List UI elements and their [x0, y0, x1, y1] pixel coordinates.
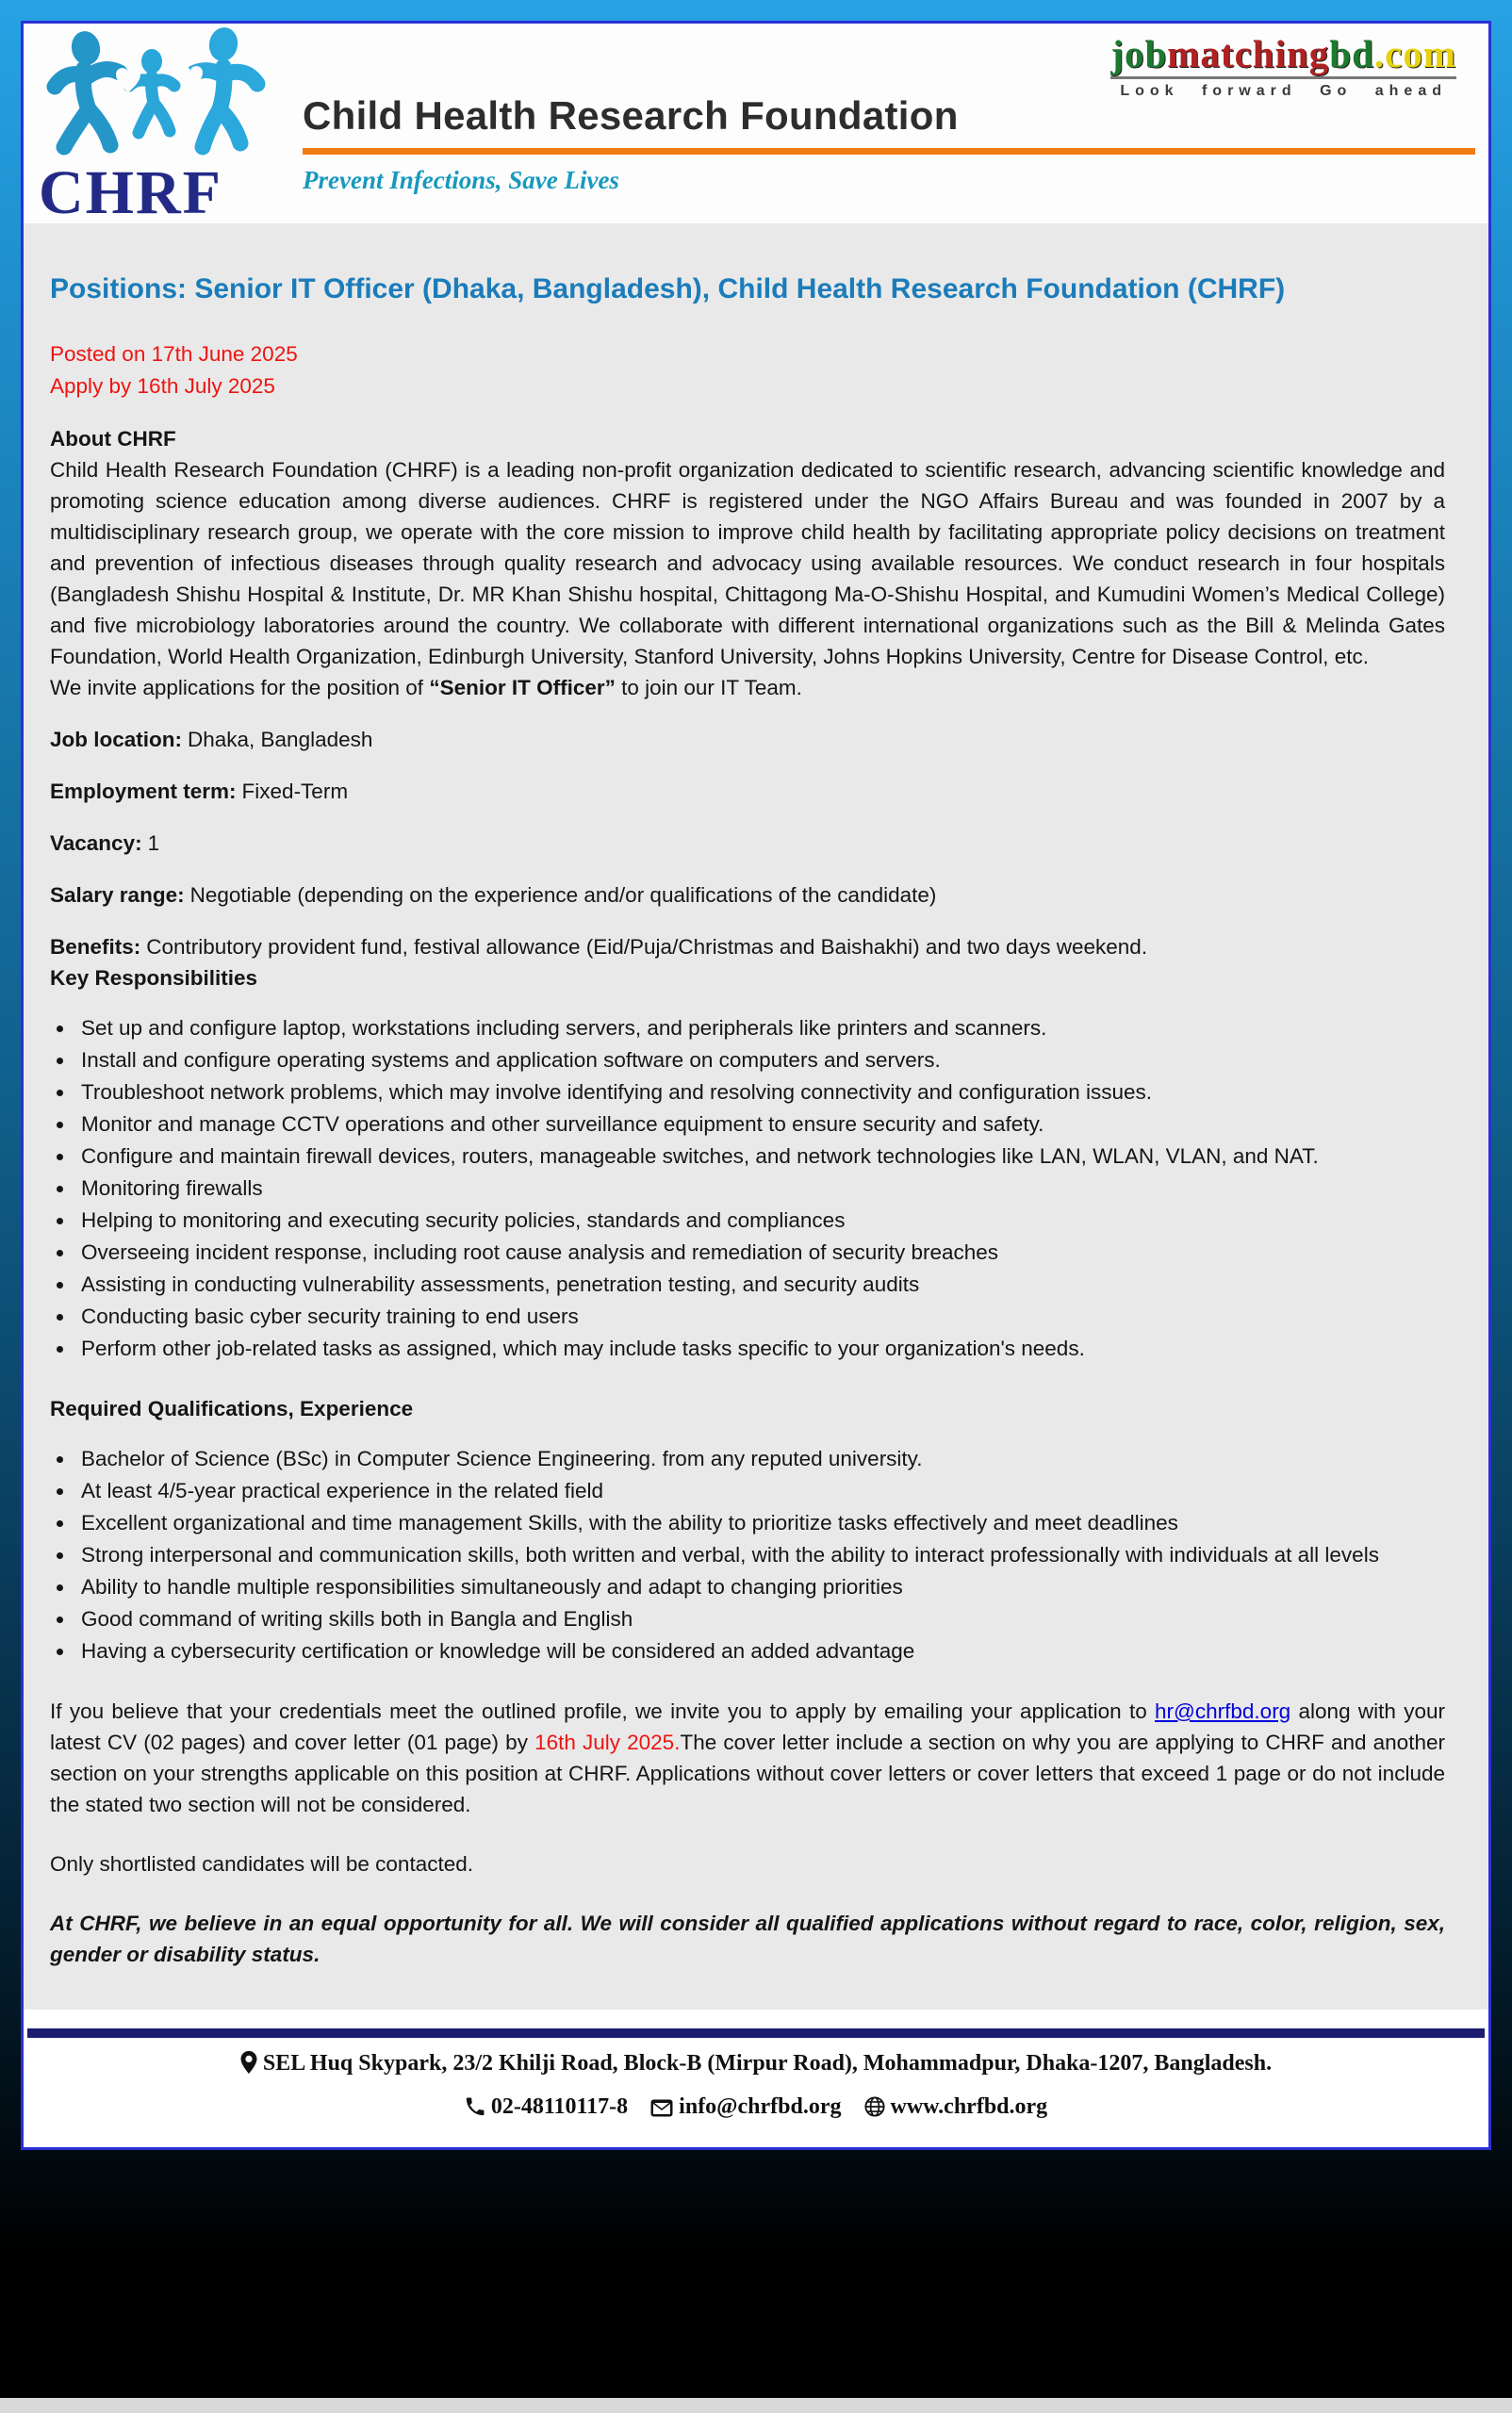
- detail-label: Salary range:: [50, 883, 185, 907]
- detail-label: Vacancy:: [50, 831, 142, 855]
- logo-part-com: .com: [1373, 32, 1456, 75]
- about-heading: About CHRF: [50, 427, 176, 451]
- qualification-item: • At least 4/5-year practical experience in the related field: [75, 1475, 1445, 1507]
- chrf-acronym: CHRF: [39, 158, 222, 223]
- job-details-list: [50, 724, 1445, 962]
- qualifications-list: [50, 1443, 1445, 1667]
- job-detail-line: [50, 776, 1445, 807]
- responsibility-item: • Conducting basic cyber security training to end users: [75, 1301, 1445, 1333]
- footer-website: www.chrfbd.org: [890, 2094, 1048, 2119]
- detail-label: Job location:: [50, 728, 182, 751]
- shortlist-note: Only shortlisted candidates will be contacted.: [50, 1852, 473, 1876]
- job-detail-line: [50, 879, 1445, 911]
- footer-contact-line: [24, 2093, 1488, 2125]
- responsibility-item: • Helping to monitoring and executing security policies, standards and compliances: [75, 1205, 1445, 1237]
- job-detail-line: [50, 724, 1445, 755]
- responsibility-item: • Monitor and manage CCTV operations and other surveillance equipment to ensure security and safety.: [75, 1108, 1445, 1141]
- chrf-brand-block: [35, 27, 297, 221]
- org-tagline: Prevent Infections, Save Lives: [303, 166, 619, 194]
- globe-icon: [864, 2096, 885, 2125]
- qualification-item: • Having a cybersecurity certification or knowledge will be considered an added advantage: [75, 1635, 1445, 1667]
- apply-paragraph: [50, 1696, 1445, 1820]
- logo-part-bd: bd: [1329, 32, 1374, 75]
- responsibilities-list: [50, 1012, 1445, 1365]
- posted-on-date: Posted on 17th June 2025: [50, 342, 298, 366]
- logo-part-job: job: [1110, 32, 1168, 75]
- apply-pre: If you believe that your credentials meet the outlined profile, we invite you to apply by emailing your application to: [50, 1699, 1156, 1723]
- detail-value: Fixed-Term: [241, 780, 349, 803]
- responsibility-item: • Perform other job-related tasks as assigned, which may include tasks specific to your organization's needs.: [75, 1333, 1445, 1365]
- responsibility-item: • Set up and configure laptop, workstations including servers, and peripherals like printers and scanners.: [75, 1012, 1445, 1044]
- responsibility-item: • Assisting in conducting vulnerability assessments, penetration testing, and security audits: [75, 1269, 1445, 1301]
- responsibility-item: • Overseeing incident response, including root cause analysis and remediation of security breaches: [75, 1237, 1445, 1269]
- chrf-people-logo: [35, 27, 278, 161]
- document-body: [24, 223, 1488, 2010]
- qualification-item: • Good command of writing skills both in Bangla and English: [75, 1603, 1445, 1635]
- detail-value: 1: [147, 831, 160, 855]
- qualification-item: • Ability to handle multiple responsibilities simultaneously and adapt to changing priorities: [75, 1571, 1445, 1603]
- responsibilities-heading: Key Responsibilities: [50, 966, 258, 990]
- phone-icon: [465, 2096, 485, 2125]
- responsibility-item: • Configure and maintain firewall devices, routers, manageable switches, and network technologies like LAN, WLAN, VLAN, and NAT.: [75, 1141, 1445, 1173]
- invite-post: to join our IT Team.: [615, 676, 802, 699]
- responsibility-item: • Monitoring firewalls: [75, 1173, 1445, 1205]
- location-pin-icon: [240, 2051, 257, 2081]
- footer-address-line: [24, 2049, 1488, 2081]
- jobmatchingbd-logo: [1110, 33, 1456, 100]
- responsibility-item: • Install and configure operating systems and application software on computers and servers.: [75, 1044, 1445, 1076]
- job-posting-document: [21, 21, 1491, 2150]
- qualification-item: • Strong interpersonal and communication skills, both written and verbal, with the ability to interact professionally with individuals at all levels: [75, 1539, 1445, 1571]
- detail-value: Contributory provident fund, festival allowance (Eid/Puja/Christmas and Baishakhi) and two days weekend.: [146, 935, 1148, 959]
- hr-email-link[interactable]: hr@chrfbd.org: [1155, 1699, 1291, 1723]
- responsibility-item: • Troubleshoot network problems, which may involve identifying and resolving connectivity and configuration issues.: [75, 1076, 1445, 1108]
- detail-value: Dhaka, Bangladesh: [188, 728, 373, 751]
- invite-pre: We invite applications for the position of: [50, 676, 430, 699]
- detail-value: Negotiable (depending on the experience and/or qualifications of the candidate): [189, 883, 937, 907]
- footer-divider-bar: [27, 2028, 1485, 2038]
- qualifications-heading: Required Qualifications, Experience: [50, 1397, 414, 1420]
- qualification-item: • Excellent organizational and time management Skills, with the ability to prioritize tasks effectively and meet deadlines: [75, 1507, 1445, 1539]
- detail-label: Employment term:: [50, 780, 237, 803]
- job-detail-line: [50, 828, 1445, 859]
- document-header: [24, 24, 1488, 223]
- org-name: Child Health Research Foundation: [303, 93, 959, 138]
- jobmatchingbd-tagline: Look forward Go ahead: [1110, 76, 1456, 100]
- apply-deadline: 16th July 2025.: [534, 1731, 681, 1754]
- eeo-statement: At CHRF, we believe in an equal opportunity for all. We will consider all qualified applications without regard to race, color, religion, sex, gender or disability status.: [50, 1912, 1445, 1966]
- footer-address: SEL Huq Skypark, 23/2 Khilji Road, Block-B (Mirpur Road), Mohammadpur, Dhaka-1207, Bangladesh.: [262, 2051, 1273, 2076]
- about-paragraph: Child Health Research Foundation (CHRF) is a leading non-profit organization dedicated to scientific research, advancing scientific knowledge and promoting science education among diverse audiences. CHRF is registered under the NGO Affairs Bureau and was founded in 2007 by a multidisciplinary research group, we operate with the core mission to improve child health by facilitating appropriate policy decisions on treatment and prevention of infectious diseases through quality research and advocacy using available resources. We conduct research in four hospitals (Bangladesh Shishu Hospital & Institute, Dr. MR Khan Shishu hospital, Chittagong Ma-O-Shishu Hospital, and Kumudini Women’s Medical College) and five microbiology laboratories around the country. We collaborate with different international organizations such as the Bill & Melinda Gates Foundation, World Health Organization, Edinburgh University, Stanford University, Johns Hopkins University, Centre for Disease Control, etc.: [50, 458, 1445, 668]
- logo-part-matching: matching: [1167, 32, 1330, 75]
- apply-post: The cover letter include a section on why you are applying to CHRF and another section on your strengths applicable on this position at CHRF. Applications without cover letters or cover letters that exceed 1 page or do not include the stated two section will not be considered.: [50, 1731, 1445, 1816]
- detail-label: Benefits:: [50, 935, 141, 959]
- invite-position-bold: “Senior IT Officer”: [429, 676, 616, 699]
- document-footer: [24, 2010, 1488, 2147]
- about-section: [50, 423, 1445, 672]
- jobmatchingbd-wordmark: [1110, 33, 1456, 74]
- footer-email: info@chrfbd.org: [679, 2094, 842, 2119]
- email-icon: [650, 2096, 673, 2125]
- footer-phone: 02-48110117-8: [490, 2094, 629, 2119]
- page-title: Positions: Senior IT Officer (Dhaka, Bangladesh), Child Health Research Foundation (CHRF): [50, 273, 1286, 304]
- qualification-item: • Bachelor of Science (BSc) in Computer Science Engineering. from any reputed university.: [75, 1443, 1445, 1475]
- job-detail-line: [50, 931, 1445, 962]
- apply-mid: along with your latest CV (02 pages) and cover letter (01 page) by: [50, 1699, 1445, 1754]
- apply-by-date: Apply by 16th July 2025: [50, 374, 275, 398]
- posting-dates: [50, 338, 1445, 402]
- orange-divider: [303, 148, 1475, 155]
- invite-sentence: [50, 672, 1445, 703]
